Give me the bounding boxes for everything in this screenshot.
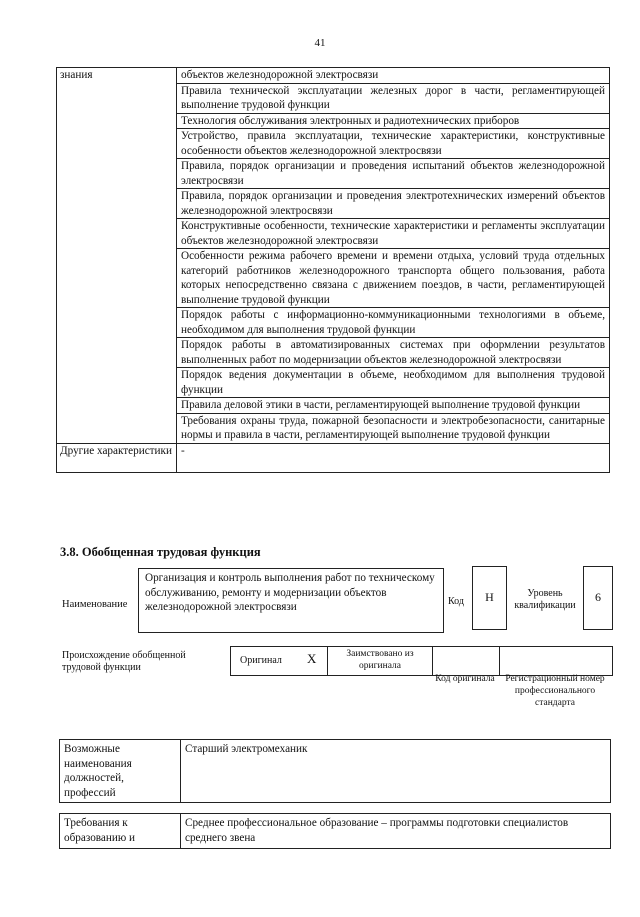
- knowledge-table: [56, 67, 610, 473]
- name-label: Наименование: [62, 599, 128, 610]
- knowledge-item: Правила деловой этики в части, регламентирующей выполнение трудовой функции: [177, 398, 610, 414]
- knowledge-item: Особенности режима рабочего времени и времени отдыха, условий труда отдельных категорий работников железнодорожного транспорта общего пользования, работа которых непосредственно связана с движением поездов, в части, регламентирующей выполнение трудовой функции: [177, 249, 610, 308]
- knowledge-item: Порядок работы с информационно-коммуникационными технологиями в объеме, необходимом для выполнения трудовой функции: [177, 308, 610, 338]
- knowledge-item: Правила технической эксплуатации железных дорог в части, регламентирующей выполнение трудовой функции: [177, 83, 610, 113]
- section-title: 3.8. Обобщенная трудовая функция: [60, 545, 261, 559]
- reg-number-box: [499, 646, 613, 676]
- level-value-box: [583, 566, 613, 630]
- positions-label: Возможные наименования должностей, профессий: [60, 740, 181, 803]
- code-label: Код: [448, 596, 464, 607]
- knowledge-item: объектов железнодорожной электросвязи: [177, 68, 610, 84]
- knowledge-item: Требования охраны труда, пожарной безопасности и электробезопасности, санитарные нормы и правила в части, регламентирующей выполнение трудовой функции: [177, 413, 610, 443]
- code-value: Н: [485, 590, 494, 604]
- other-characteristics-label: Другие характеристики: [57, 443, 177, 472]
- education-value: Среднее профессиональное образование – программы подготовки специалистов среднего звена: [181, 814, 611, 849]
- borrowed-box: [327, 646, 433, 676]
- name-value: Организация и контроль выполнения работ по техническому обслуживанию, ремонту и модернизации объектов железнодорожной электросвязи: [145, 572, 435, 613]
- knowledge-item: Правила, порядок организации и проведения испытаний объектов железнодорожной электросвязи: [177, 159, 610, 189]
- other-characteristics-row: [57, 443, 610, 472]
- education-label: Требования к образованию и: [60, 814, 181, 849]
- level-value: 6: [595, 590, 601, 604]
- knowledge-item: Конструктивные особенности, технические характеристики и регламенты эксплуатации объектов железнодорожной электросвязи: [177, 219, 610, 249]
- knowledge-item: Устройство, правила эксплуатации, технические характеристики, конструктивные особенности объектов железнодорожной электросвязи: [177, 129, 610, 159]
- knowledge-item: Правила, порядок организации и проведения электротехнических измерений объектов железнодорожной электросвязи: [177, 189, 610, 219]
- other-characteristics-value: -: [177, 443, 610, 472]
- positions-table: [59, 739, 611, 803]
- knowledge-item: Технология обслуживания электронных и радиотехнических приборов: [177, 113, 610, 129]
- origin-code-box: [432, 646, 500, 676]
- name-value-box: [138, 568, 444, 633]
- knowledge-item: Порядок работы в автоматизированных системах при оформлении результатов выполненных работ по модернизации объектов железнодорожной электросвязи: [177, 338, 610, 368]
- education-table: [59, 813, 611, 849]
- code-caption: Код оригинала: [435, 674, 495, 684]
- positions-value: Старший электромеханик: [181, 740, 611, 803]
- code-value-box: [472, 566, 507, 630]
- original-mark: X: [307, 651, 317, 666]
- page-number: 41: [314, 37, 326, 49]
- original-box: [230, 646, 328, 676]
- original-label: Оригинал: [240, 655, 282, 666]
- level-label: Уровень квалификации: [514, 588, 576, 611]
- knowledge-label: знания: [57, 68, 177, 444]
- knowledge-item: Порядок ведения документации в объеме, необходимом для выполнения трудовой функции: [177, 368, 610, 398]
- borrowed-label: Заимствовано из оригинала: [346, 649, 414, 671]
- knowledge-row: [57, 68, 610, 84]
- origin-label: Происхождение обобщенной трудовой функции: [62, 650, 186, 673]
- reg-caption: Регистрационный номер профессионального стандарта: [505, 674, 605, 708]
